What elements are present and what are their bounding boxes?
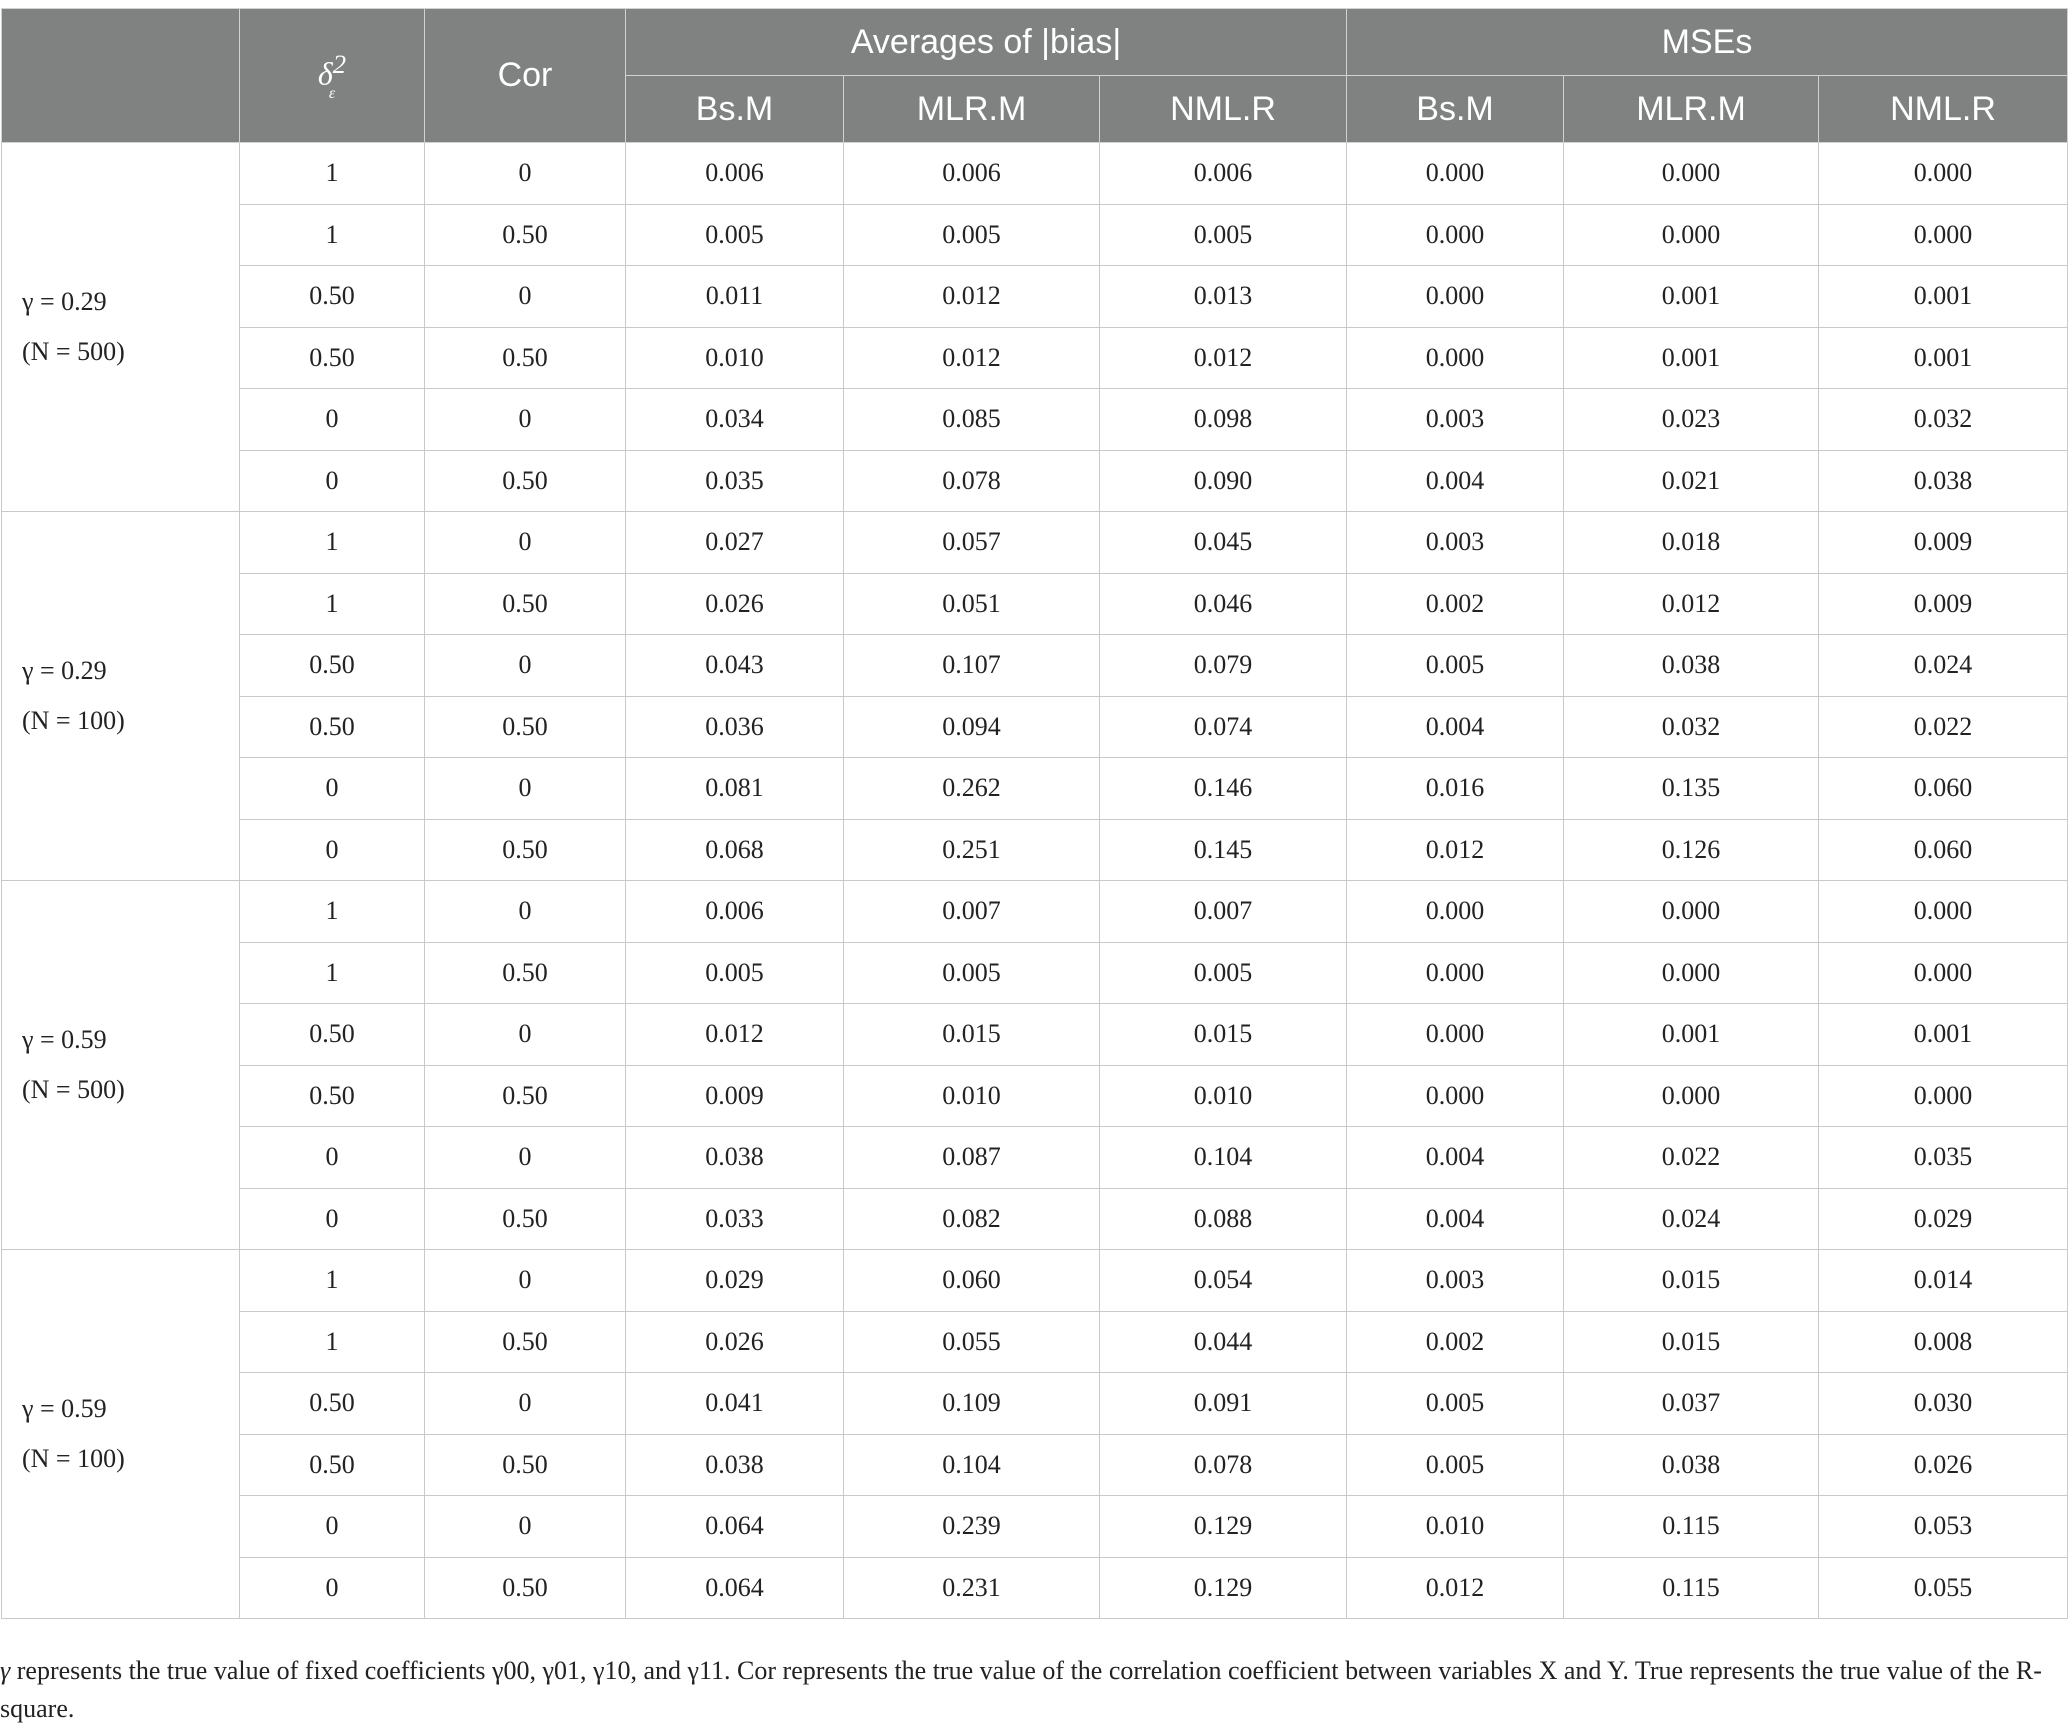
mse-nmlr-cell: 0.009 — [1819, 573, 2068, 635]
mse-bsm-cell: 0.016 — [1347, 758, 1564, 820]
bias-bsm-cell: 0.011 — [626, 266, 844, 328]
cor-cell: 0 — [425, 143, 626, 205]
table-row — [2, 1311, 2068, 1373]
table-row — [2, 450, 2068, 512]
bias-nmlr-cell: 0.129 — [1100, 1557, 1347, 1619]
header-bias-group: Averages of |bias| — [626, 9, 1347, 76]
group-gamma: γ = 0.29 — [22, 287, 107, 316]
bias-nmlr-cell: 0.078 — [1100, 1434, 1347, 1496]
cor-cell: 0 — [425, 1496, 626, 1558]
bias-mlrm-cell: 0.006 — [844, 143, 1100, 205]
bias-mlrm-cell: 0.010 — [844, 1065, 1100, 1127]
mse-mlrm-cell: 0.001 — [1564, 327, 1819, 389]
results-table — [1, 8, 2068, 1619]
table-row — [2, 1004, 2068, 1066]
group-label-cell — [2, 512, 240, 881]
bias-mlrm-cell: 0.107 — [844, 635, 1100, 697]
mse-nmlr-cell: 0.060 — [1819, 758, 2068, 820]
delta-symbol: δ — [317, 55, 333, 92]
mse-nmlr-cell: 0.053 — [1819, 1496, 2068, 1558]
bias-bsm-cell: 0.064 — [626, 1496, 844, 1558]
bias-mlrm-cell: 0.082 — [844, 1188, 1100, 1250]
table-row — [2, 819, 2068, 881]
mse-bsm-cell: 0.005 — [1347, 1434, 1564, 1496]
mse-bsm-cell: 0.000 — [1347, 1065, 1564, 1127]
cor-cell: 0.50 — [425, 1557, 626, 1619]
bias-bsm-cell: 0.038 — [626, 1434, 844, 1496]
bias-nmlr-cell: 0.005 — [1100, 942, 1347, 1004]
bias-nmlr-cell: 0.074 — [1100, 696, 1347, 758]
mse-bsm-cell: 0.004 — [1347, 1127, 1564, 1189]
table-row — [2, 1188, 2068, 1250]
delta-cell: 1 — [240, 881, 425, 943]
bias-bsm-cell: 0.006 — [626, 881, 844, 943]
delta-cell: 1 — [240, 573, 425, 635]
cor-cell: 0 — [425, 1250, 626, 1312]
bias-nmlr-cell: 0.129 — [1100, 1496, 1347, 1558]
header-blank-cell — [2, 9, 240, 143]
table-row — [2, 1496, 2068, 1558]
bias-mlrm-cell: 0.231 — [844, 1557, 1100, 1619]
bias-bsm-cell: 0.026 — [626, 573, 844, 635]
bias-bsm-cell: 0.010 — [626, 327, 844, 389]
bias-nmlr-cell: 0.098 — [1100, 389, 1347, 451]
mse-mlrm-cell: 0.001 — [1564, 1004, 1819, 1066]
mse-bsm-cell: 0.003 — [1347, 389, 1564, 451]
mse-mlrm-cell: 0.022 — [1564, 1127, 1819, 1189]
mse-mlrm-cell: 0.038 — [1564, 635, 1819, 697]
table-row — [2, 512, 2068, 574]
mse-nmlr-cell: 0.032 — [1819, 389, 2068, 451]
mse-bsm-cell: 0.004 — [1347, 1188, 1564, 1250]
mse-mlrm-cell: 0.015 — [1564, 1311, 1819, 1373]
mse-nmlr-cell: 0.000 — [1819, 204, 2068, 266]
mse-mlrm-cell: 0.000 — [1564, 143, 1819, 205]
delta-cell: 1 — [240, 1311, 425, 1373]
mse-bsm-cell: 0.012 — [1347, 1557, 1564, 1619]
mse-bsm-cell: 0.005 — [1347, 635, 1564, 697]
mse-nmlr-cell: 0.000 — [1819, 881, 2068, 943]
bias-mlrm-cell: 0.078 — [844, 450, 1100, 512]
bias-bsm-cell: 0.038 — [626, 1127, 844, 1189]
delta-cell: 1 — [240, 512, 425, 574]
delta-cell: 0.50 — [240, 327, 425, 389]
delta-cell: 1 — [240, 204, 425, 266]
bias-bsm-cell: 0.033 — [626, 1188, 844, 1250]
bias-mlrm-cell: 0.015 — [844, 1004, 1100, 1066]
bias-bsm-cell: 0.009 — [626, 1065, 844, 1127]
delta-cell: 0 — [240, 1496, 425, 1558]
bias-nmlr-cell: 0.005 — [1100, 204, 1347, 266]
bias-bsm-cell: 0.041 — [626, 1373, 844, 1435]
bias-bsm-cell: 0.043 — [626, 635, 844, 697]
bias-mlrm-cell: 0.012 — [844, 266, 1100, 328]
bias-mlrm-cell: 0.007 — [844, 881, 1100, 943]
table-row — [2, 573, 2068, 635]
bias-bsm-cell: 0.026 — [626, 1311, 844, 1373]
group-sample-size: (N = 100) — [22, 1444, 125, 1473]
delta-cell: 0 — [240, 1188, 425, 1250]
table-body — [2, 143, 2068, 1619]
bias-bsm-cell: 0.034 — [626, 389, 844, 451]
group-gamma: γ = 0.59 — [22, 1025, 107, 1054]
mse-nmlr-cell: 0.030 — [1819, 1373, 2068, 1435]
delta-cell: 0.50 — [240, 635, 425, 697]
table-row — [2, 881, 2068, 943]
mse-nmlr-cell: 0.060 — [1819, 819, 2068, 881]
mse-bsm-cell: 0.003 — [1347, 512, 1564, 574]
mse-mlrm-cell: 0.115 — [1564, 1557, 1819, 1619]
table-row — [2, 635, 2068, 697]
mse-nmlr-cell: 0.014 — [1819, 1250, 2068, 1312]
bias-bsm-cell: 0.081 — [626, 758, 844, 820]
mse-bsm-cell: 0.000 — [1347, 881, 1564, 943]
table-row — [2, 1250, 2068, 1312]
cor-cell: 0 — [425, 266, 626, 328]
table-row — [2, 758, 2068, 820]
bias-nmlr-cell: 0.090 — [1100, 450, 1347, 512]
group-sample-size: (N = 100) — [22, 706, 125, 735]
delta-cell: 0 — [240, 389, 425, 451]
mse-bsm-cell: 0.005 — [1347, 1373, 1564, 1435]
mse-mlrm-cell: 0.126 — [1564, 819, 1819, 881]
bias-bsm-cell: 0.005 — [626, 942, 844, 1004]
delta-cell: 0.50 — [240, 266, 425, 328]
bias-nmlr-cell: 0.146 — [1100, 758, 1347, 820]
mse-mlrm-cell: 0.001 — [1564, 266, 1819, 328]
header-cor: Cor — [425, 9, 626, 143]
cor-cell: 0 — [425, 389, 626, 451]
delta-cell: 0.50 — [240, 1434, 425, 1496]
mse-mlrm-cell: 0.000 — [1564, 942, 1819, 1004]
mse-mlrm-cell: 0.135 — [1564, 758, 1819, 820]
header-bias-nmlr: NML.R — [1100, 76, 1347, 143]
mse-bsm-cell: 0.000 — [1347, 266, 1564, 328]
bias-nmlr-cell: 0.091 — [1100, 1373, 1347, 1435]
bias-bsm-cell: 0.029 — [626, 1250, 844, 1312]
cor-cell: 0 — [425, 512, 626, 574]
bias-nmlr-cell: 0.054 — [1100, 1250, 1347, 1312]
table-row — [2, 266, 2068, 328]
table-row — [2, 1373, 2068, 1435]
mse-bsm-cell: 0.000 — [1347, 204, 1564, 266]
delta-cell: 0 — [240, 758, 425, 820]
bias-mlrm-cell: 0.005 — [844, 204, 1100, 266]
bias-bsm-cell: 0.012 — [626, 1004, 844, 1066]
delta-cell: 1 — [240, 1250, 425, 1312]
bias-bsm-cell: 0.064 — [626, 1557, 844, 1619]
delta-cell: 1 — [240, 143, 425, 205]
mse-bsm-cell: 0.000 — [1347, 327, 1564, 389]
bias-mlrm-cell: 0.051 — [844, 573, 1100, 635]
bias-mlrm-cell: 0.055 — [844, 1311, 1100, 1373]
bias-nmlr-cell: 0.044 — [1100, 1311, 1347, 1373]
bias-mlrm-cell: 0.057 — [844, 512, 1100, 574]
bias-mlrm-cell: 0.005 — [844, 942, 1100, 1004]
bias-nmlr-cell: 0.012 — [1100, 327, 1347, 389]
bias-nmlr-cell: 0.006 — [1100, 143, 1347, 205]
mse-nmlr-cell: 0.038 — [1819, 450, 2068, 512]
mse-nmlr-cell: 0.001 — [1819, 1004, 2068, 1066]
mse-bsm-cell: 0.004 — [1347, 696, 1564, 758]
cor-cell: 0.50 — [425, 1188, 626, 1250]
mse-mlrm-cell: 0.037 — [1564, 1373, 1819, 1435]
mse-mlrm-cell: 0.018 — [1564, 512, 1819, 574]
delta-subscript: ε — [328, 85, 336, 103]
mse-bsm-cell: 0.002 — [1347, 1311, 1564, 1373]
group-label-cell — [2, 143, 240, 512]
bias-bsm-cell: 0.027 — [626, 512, 844, 574]
table-row — [2, 327, 2068, 389]
bias-mlrm-cell: 0.104 — [844, 1434, 1100, 1496]
cor-cell: 0 — [425, 1004, 626, 1066]
cor-cell: 0.50 — [425, 942, 626, 1004]
group-gamma: γ = 0.59 — [22, 1394, 107, 1423]
mse-mlrm-cell: 0.032 — [1564, 696, 1819, 758]
bias-mlrm-cell: 0.087 — [844, 1127, 1100, 1189]
group-sample-size: (N = 500) — [22, 1075, 125, 1104]
delta-cell: 0.50 — [240, 1065, 425, 1127]
delta-cell: 0.50 — [240, 696, 425, 758]
mse-bsm-cell: 0.000 — [1347, 1004, 1564, 1066]
cor-cell: 0.50 — [425, 450, 626, 512]
table-row — [2, 1127, 2068, 1189]
mse-nmlr-cell: 0.000 — [1819, 1065, 2068, 1127]
bias-nmlr-cell: 0.015 — [1100, 1004, 1347, 1066]
cor-cell: 0.50 — [425, 1065, 626, 1127]
mse-mlrm-cell: 0.038 — [1564, 1434, 1819, 1496]
header-mse-mlrm: MLR.M — [1564, 76, 1819, 143]
bias-bsm-cell: 0.035 — [626, 450, 844, 512]
table-row — [2, 1065, 2068, 1127]
bias-bsm-cell: 0.006 — [626, 143, 844, 205]
mse-mlrm-cell: 0.015 — [1564, 1250, 1819, 1312]
delta-cell: 0.50 — [240, 1373, 425, 1435]
table-row — [2, 143, 2068, 205]
delta-cell: 0.50 — [240, 1004, 425, 1066]
mse-mlrm-cell: 0.023 — [1564, 389, 1819, 451]
group-sample-size: (N = 500) — [22, 337, 125, 366]
header-mse-nmlr: NML.R — [1819, 76, 2068, 143]
cor-cell: 0 — [425, 1373, 626, 1435]
bias-nmlr-cell: 0.045 — [1100, 512, 1347, 574]
cor-cell: 0.50 — [425, 1434, 626, 1496]
delta-superscript: 2 — [332, 48, 347, 79]
footnote-gamma-symbol: γ — [0, 1656, 11, 1685]
cor-cell: 0 — [425, 758, 626, 820]
group-gamma: γ = 0.29 — [22, 656, 107, 685]
bias-nmlr-cell: 0.010 — [1100, 1065, 1347, 1127]
mse-bsm-cell: 0.004 — [1347, 450, 1564, 512]
bias-mlrm-cell: 0.060 — [844, 1250, 1100, 1312]
table-row — [2, 696, 2068, 758]
bias-nmlr-cell: 0.013 — [1100, 266, 1347, 328]
mse-nmlr-cell: 0.000 — [1819, 143, 2068, 205]
group-label-cell — [2, 1250, 240, 1619]
mse-mlrm-cell: 0.115 — [1564, 1496, 1819, 1558]
footnote-text: represents the true value of fixed coefficients γ00, γ01, γ10, and γ11. Cor represents the true value of the correlation coefficient between variables X and Y. True represents the true value of the R-square. — [0, 1656, 2042, 1723]
cor-cell: 0 — [425, 1127, 626, 1189]
bias-nmlr-cell: 0.088 — [1100, 1188, 1347, 1250]
group-label-cell — [2, 881, 240, 1250]
bias-bsm-cell: 0.005 — [626, 204, 844, 266]
mse-nmlr-cell: 0.035 — [1819, 1127, 2068, 1189]
cor-cell: 0 — [425, 881, 626, 943]
header-mse-group: MSEs — [1347, 9, 2068, 76]
mse-nmlr-cell: 0.001 — [1819, 327, 2068, 389]
bias-bsm-cell: 0.036 — [626, 696, 844, 758]
bias-nmlr-cell: 0.104 — [1100, 1127, 1347, 1189]
cor-cell: 0.50 — [425, 204, 626, 266]
table-row — [2, 204, 2068, 266]
cor-cell: 0 — [425, 635, 626, 697]
mse-mlrm-cell: 0.000 — [1564, 881, 1819, 943]
mse-mlrm-cell: 0.021 — [1564, 450, 1819, 512]
mse-bsm-cell: 0.003 — [1347, 1250, 1564, 1312]
mse-nmlr-cell: 0.008 — [1819, 1311, 2068, 1373]
mse-nmlr-cell: 0.009 — [1819, 512, 2068, 574]
table-row — [2, 942, 2068, 1004]
delta-cell: 0 — [240, 1127, 425, 1189]
mse-bsm-cell: 0.012 — [1347, 819, 1564, 881]
mse-nmlr-cell: 0.026 — [1819, 1434, 2068, 1496]
mse-nmlr-cell: 0.001 — [1819, 266, 2068, 328]
cor-cell: 0.50 — [425, 1311, 626, 1373]
bias-bsm-cell: 0.068 — [626, 819, 844, 881]
bias-nmlr-cell: 0.145 — [1100, 819, 1347, 881]
mse-mlrm-cell: 0.012 — [1564, 573, 1819, 635]
bias-mlrm-cell: 0.239 — [844, 1496, 1100, 1558]
bias-mlrm-cell: 0.262 — [844, 758, 1100, 820]
mse-bsm-cell: 0.010 — [1347, 1496, 1564, 1558]
mse-nmlr-cell: 0.055 — [1819, 1557, 2068, 1619]
header-delta-epsilon — [240, 9, 425, 143]
bias-mlrm-cell: 0.109 — [844, 1373, 1100, 1435]
table-row — [2, 1434, 2068, 1496]
bias-nmlr-cell: 0.079 — [1100, 635, 1347, 697]
table-row — [2, 1557, 2068, 1619]
bias-nmlr-cell: 0.046 — [1100, 573, 1347, 635]
mse-bsm-cell: 0.000 — [1347, 143, 1564, 205]
mse-mlrm-cell: 0.000 — [1564, 1065, 1819, 1127]
mse-mlrm-cell: 0.000 — [1564, 204, 1819, 266]
mse-nmlr-cell: 0.024 — [1819, 635, 2068, 697]
delta-cell: 1 — [240, 942, 425, 1004]
header-bias-mlrm: MLR.M — [844, 76, 1100, 143]
bias-mlrm-cell: 0.012 — [844, 327, 1100, 389]
mse-nmlr-cell: 0.000 — [1819, 942, 2068, 1004]
table-footnote — [0, 1652, 2060, 1728]
bias-mlrm-cell: 0.094 — [844, 696, 1100, 758]
cor-cell: 0.50 — [425, 696, 626, 758]
mse-bsm-cell: 0.002 — [1347, 573, 1564, 635]
table-row — [2, 389, 2068, 451]
header-bias-bsm: Bs.M — [626, 76, 844, 143]
delta-cell: 0 — [240, 1557, 425, 1619]
cor-cell: 0.50 — [425, 573, 626, 635]
cor-cell: 0.50 — [425, 819, 626, 881]
cor-cell: 0.50 — [425, 327, 626, 389]
delta-cell: 0 — [240, 450, 425, 512]
delta-cell: 0 — [240, 819, 425, 881]
bias-mlrm-cell: 0.251 — [844, 819, 1100, 881]
header-mse-bsm: Bs.M — [1347, 76, 1564, 143]
bias-nmlr-cell: 0.007 — [1100, 881, 1347, 943]
mse-nmlr-cell: 0.022 — [1819, 696, 2068, 758]
bias-mlrm-cell: 0.085 — [844, 389, 1100, 451]
mse-bsm-cell: 0.000 — [1347, 942, 1564, 1004]
mse-mlrm-cell: 0.024 — [1564, 1188, 1819, 1250]
mse-nmlr-cell: 0.029 — [1819, 1188, 2068, 1250]
